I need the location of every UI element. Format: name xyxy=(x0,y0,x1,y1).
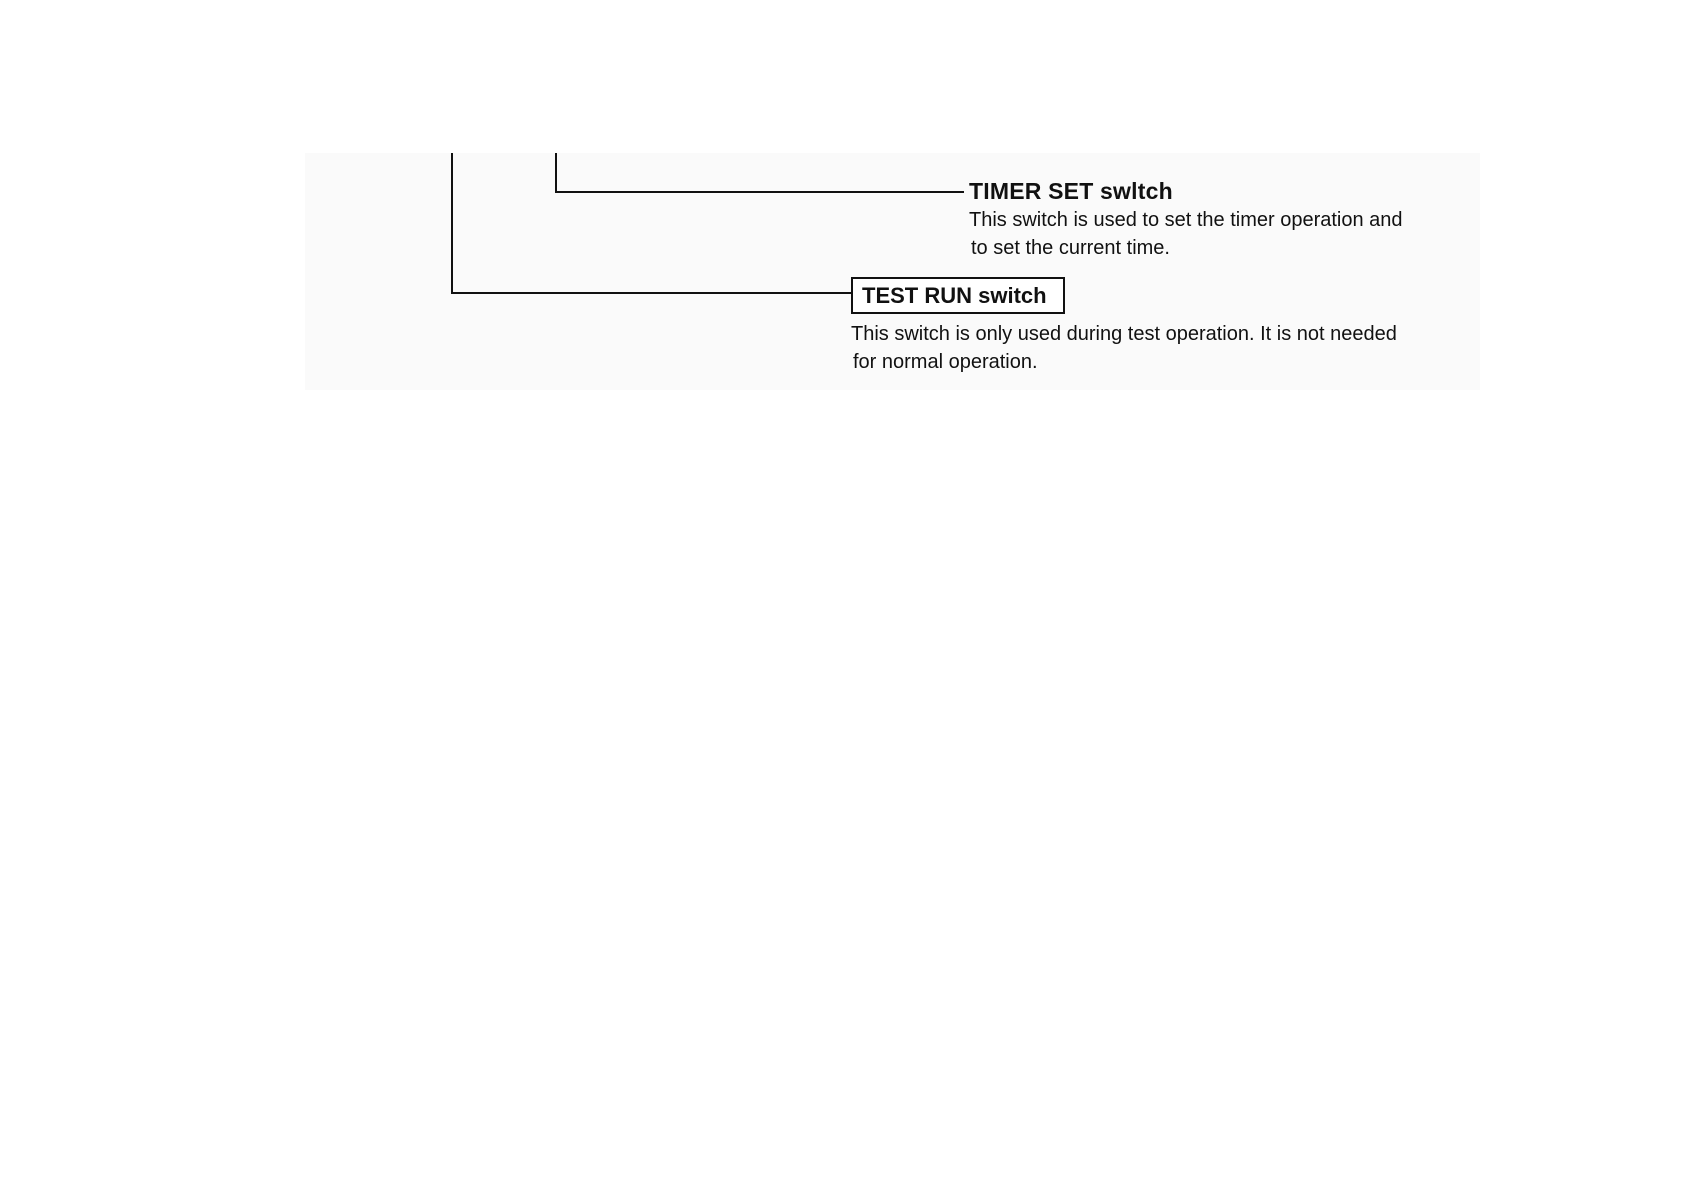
test-run-leader-vertical xyxy=(451,153,453,294)
test-run-leader-horizontal xyxy=(451,292,852,294)
test-run-description-line2: for normal operation. xyxy=(853,351,1038,373)
test-run-description-line1: This switch is only used during test operation. It is not needed xyxy=(851,323,1397,345)
timer-set-description-line2: to set the current time. xyxy=(971,237,1170,259)
timer-set-title: TIMER SET swltch xyxy=(969,178,1173,204)
timer-set-leader-horizontal xyxy=(555,191,964,193)
timer-set-leader-vertical xyxy=(555,153,557,193)
test-run-title-box: TEST RUN switch xyxy=(851,277,1065,314)
timer-set-description-line1: This switch is used to set the timer operation and xyxy=(969,209,1403,231)
